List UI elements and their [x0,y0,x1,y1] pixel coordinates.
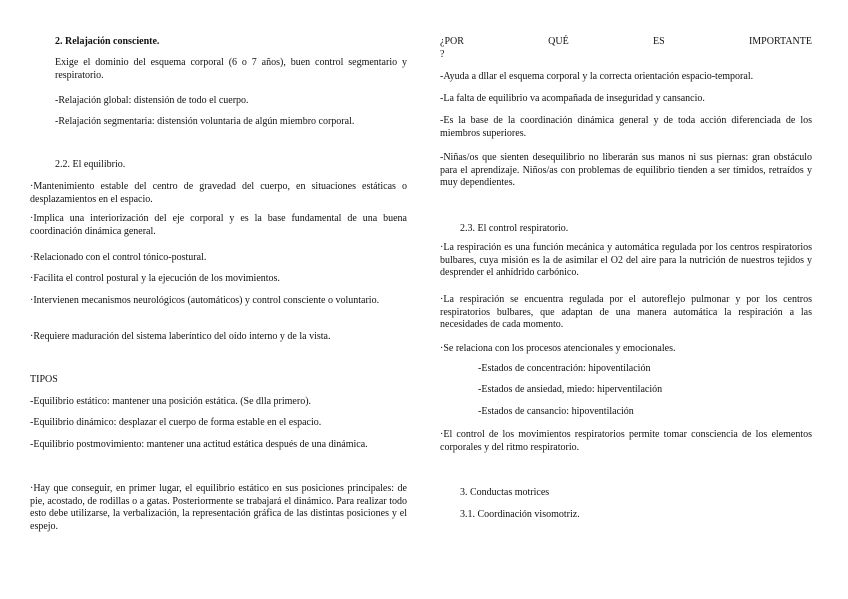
heading-word: ? [440,48,445,60]
paragraph: Exige el dominio del esquema corporal (6 o 7 años), buen control segmentario y respiratorio. [55,57,407,81]
heading-word: ¿POR [440,36,464,47]
subsection-heading: 2.3. El control respiratorio. [460,223,569,234]
paragraph: ·La respiración se encuentra regulada por el autoreflejo pulmonar y por los centros respiratorios bulbares, que adaptan de una manera automática la respiración a las necesidades de cada momento. [440,294,812,330]
paragraph: -Ayuda a dllar el esquema corporal y la correcta orientación espacio-temporal. [440,71,754,82]
subsection-heading: TIPOS [30,374,58,385]
paragraph: -Relajación global: distensión de todo el cuerpo. [55,95,249,106]
section-heading [55,36,407,49]
paragraph: ·Facilita el control postural y la ejecución de los movimientos. [30,273,280,284]
paragraph: -Equilibrio dinámico: desplazar el cuerpo de forma estable en el espacio. [30,417,322,428]
subsection-heading: 2.2. El equilibrio. [55,159,126,170]
paragraph: ·Se relaciona con los procesos atencionales y emocionales. [440,343,676,354]
heading-word: ES [653,36,665,47]
paragraph: ·El control de los movimientos respiratorios permite tomar consciencia de los elementos corporales y del ritmo respiratorio. [440,429,812,453]
paragraph: -Relajación segmentaria: distensión voluntaria de algún miembro corporal. [55,116,355,127]
paragraph: -Es la base de la coordinación dinámica general y de toda acción diferenciada de los miembros superiores. [440,115,812,139]
list-item: -Estados de concentración: hipoventilación [478,363,651,374]
paragraph: -Niñas/os que sienten desequilibrio no liberarán sus manos ni sus piernas: gran obstáculo para el aprendizaje. Niños/as con problemas de equilibrio tienden a ser tímidos, retraídos y muy dependientes. [440,152,812,188]
paragraph: -La falta de equilibrio va acompañada de inseguridad y cansancio. [440,93,705,104]
subsection-heading: 3.1. Coordinación visomotriz. [460,509,580,520]
heading-word: IMPORTANTE [748,36,812,47]
paragraph: -Equilibrio estático: mantener una posición estática. (Se dlla primero). [30,396,312,407]
paragraph: ·La respiración es una función mecánica y automática regulada por los centros respiratorios bulbares, cuya misión es la de asimilar el O2 del aire para la nutrición de nuestros tejidos y desprender el anhídrido carbónico. [440,242,812,278]
list-item: -Estados de ansiedad, miedo: hiperventilación [478,384,663,395]
paragraph: ·Mantenimiento estable del centro de gravedad del cuerpo, en situaciones estáticas o desplazamientos en el espacio. [30,181,407,205]
paragraph: ·Relacionado con el control tónico-postural. [30,252,207,263]
paragraph: ·Requiere maduración del sistema laberíntico del oído interno y de la vista. [30,331,331,342]
heading-text: 2. Relajación consciente. [55,36,160,47]
paragraph: ·Intervienen mecanismos neurológicos (automáticos) y control consciente o voluntario. [30,295,380,306]
list-item: -Estados de cansancio: hipoventilación [478,406,634,417]
paragraph: ·Hay que conseguir, en primer lugar, el equilibrio estático en sus posiciones principales: de pie, acostado, de rodillas o a gatas. Posteriormente se trabajará el dinámico. Para realizar todo esto debe utilizarse, la verbalización, la representación gráfica de las distintas posiciones y el espejo. [30,483,407,532]
paragraph: ·Implica una interiorización del eje corporal y es la base fundamental de una buena coordinación dinámica general. [30,213,407,237]
section-heading: 3. Conductas motrices [460,487,550,498]
paragraph: -Equilibrio postmovimiento: mantener una actitud estática después de una dinámica. [30,439,368,450]
heading-word: QUÉ [548,36,569,47]
importante-heading [440,36,812,61]
